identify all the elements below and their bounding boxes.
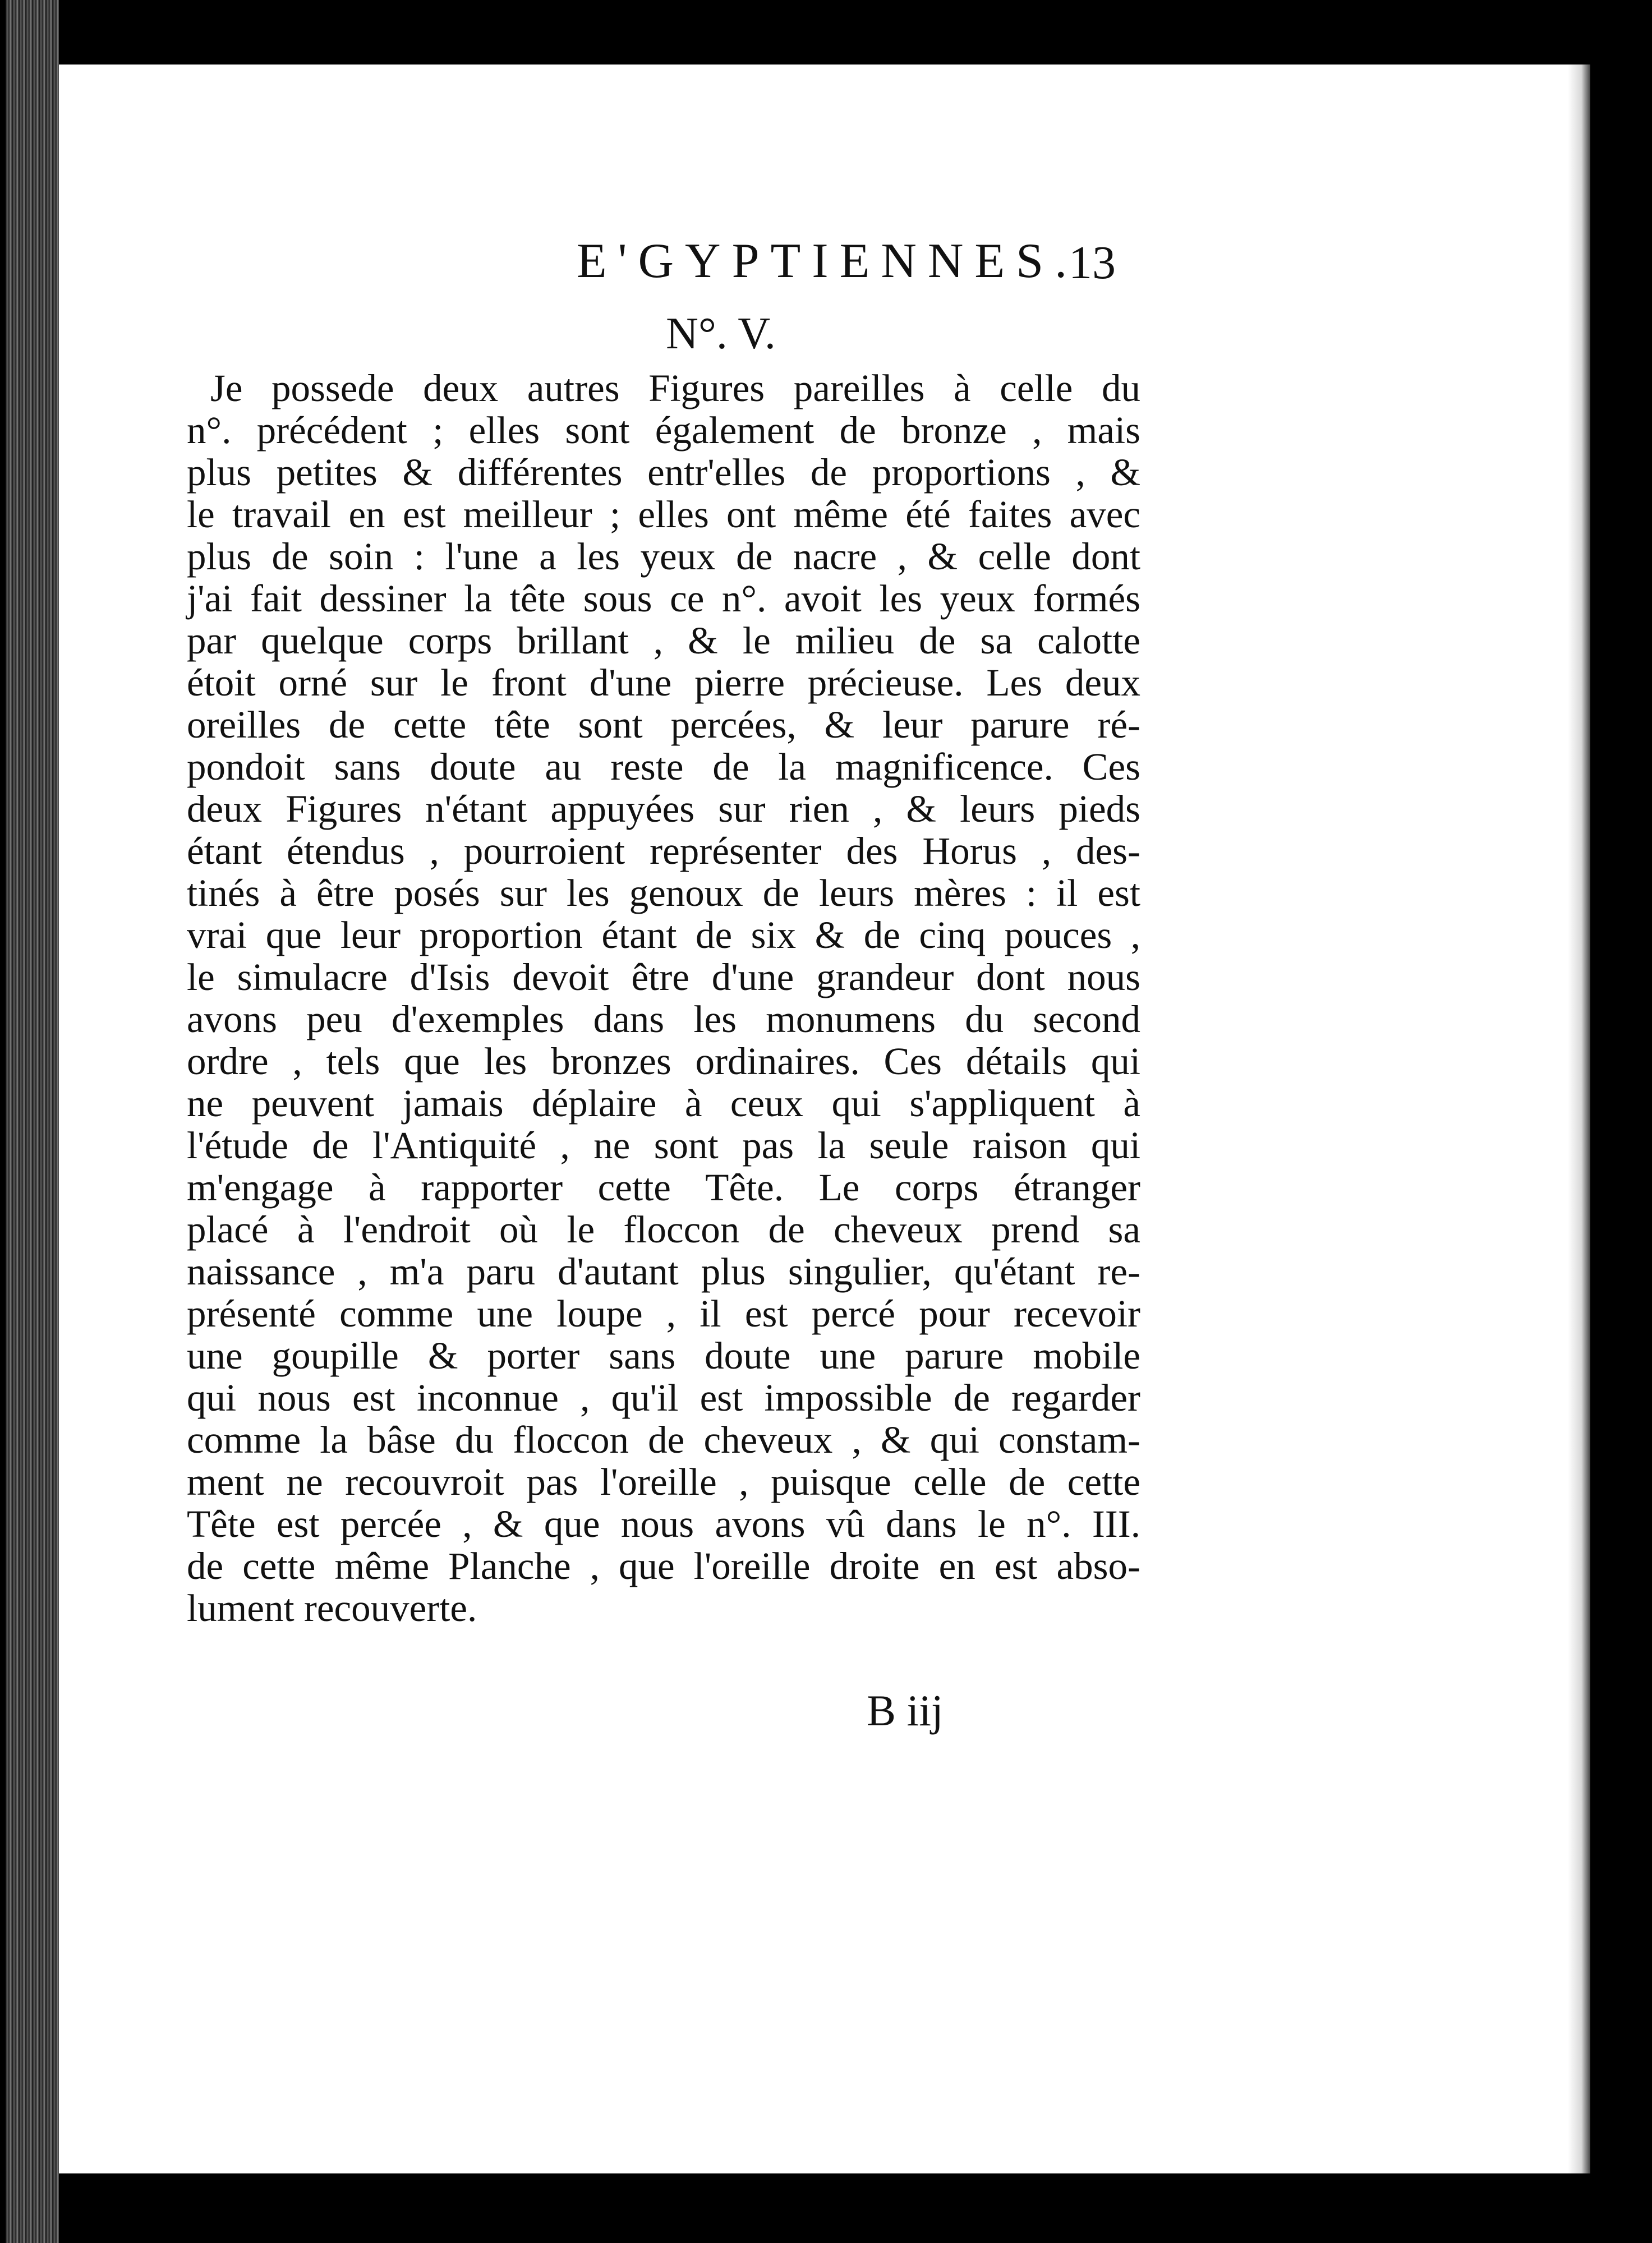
text-line: m'engage à rapporter cette Tête. Le corps étranger <box>187 1166 1140 1209</box>
text-line: lument recouverte. <box>187 1587 477 1629</box>
page-edge-stack <box>6 0 59 2243</box>
body-paragraph <box>187 367 1140 1629</box>
text-line: Je possede deux autres Figures pareilles à celle du <box>210 367 1140 409</box>
text-line: vrai que leur proportion étant de six & de cinq pouces , <box>187 914 1140 956</box>
text-line: deux Figures n'étant appuyées sur rien , & leurs pieds <box>187 787 1140 830</box>
running-head: E'GYPTIENNES. <box>576 234 1079 288</box>
text-line: j'ai fait dessiner la tête sous ce n°. avoit les yeux formés <box>187 577 1140 620</box>
text-line: n°. précédent ; elles sont également de bronze , mais <box>187 409 1140 452</box>
text-line: le travail en est meilleur ; elles ont même été faites avec <box>187 493 1140 536</box>
text-line: ordre , tels que les bronzes ordinaires. Ces détails qui <box>187 1040 1140 1083</box>
text-line: de cette même Planche , que l'oreille droite en est abso- <box>187 1545 1140 1587</box>
text-line: comme la bâse du floccon de cheveux , & qui constam- <box>187 1418 1140 1461</box>
text-line: plus petites & différentes entr'elles de proportions , & <box>187 451 1140 494</box>
text-line: oreilles de cette tête sont percées, & leur parure ré- <box>187 703 1140 746</box>
text-line: Tête est percée , & que nous avons vû dans le n°. III. <box>187 1503 1140 1545</box>
text-line: l'étude de l'Antiquité , ne sont pas la seule raison qui <box>187 1124 1140 1167</box>
text-line: présenté comme une loupe , il est percé pour recevoir <box>187 1292 1140 1335</box>
text-line: avons peu d'exemples dans les monumens du second <box>187 998 1140 1040</box>
text-line: ne peuvent jamais déplaire à ceux qui s'appliquent à <box>187 1082 1140 1125</box>
text-line: étoit orné sur le front d'une pierre précieuse. Les deux <box>187 661 1140 704</box>
page-number: 13 <box>1069 237 1116 289</box>
page-gutter-shadow <box>1568 65 1590 2173</box>
section-number: N°. V. <box>666 309 776 358</box>
text-line: le simulacre d'Isis devoit être d'une grandeur dont nous <box>187 956 1140 998</box>
book-page <box>59 65 1590 2173</box>
text-line: qui nous est inconnue , qu'il est impossible de regarder <box>187 1376 1140 1419</box>
text-line: naissance , m'a paru d'autant plus singulier, qu'étant re- <box>187 1250 1140 1293</box>
text-line: une goupille & porter sans doute une parure mobile <box>187 1334 1140 1377</box>
text-line: ment ne recouvroit pas l'oreille , puisque celle de cette <box>187 1461 1140 1503</box>
signature-mark: B iij <box>867 1686 944 1735</box>
text-line: pondoit sans doute au reste de la magnificence. Ces <box>187 745 1140 788</box>
text-line: tinés à être posés sur les genoux de leurs mères : il est <box>187 872 1140 914</box>
text-line: plus de soin : l'une a les yeux de nacre , & celle dont <box>187 535 1140 578</box>
text-line: étant étendus , pourroient représenter des Horus , des- <box>187 830 1140 872</box>
text-line: placé à l'endroit où le floccon de cheveux prend sa <box>187 1208 1140 1251</box>
text-line: par quelque corps brillant , & le milieu de sa calotte <box>187 619 1140 662</box>
